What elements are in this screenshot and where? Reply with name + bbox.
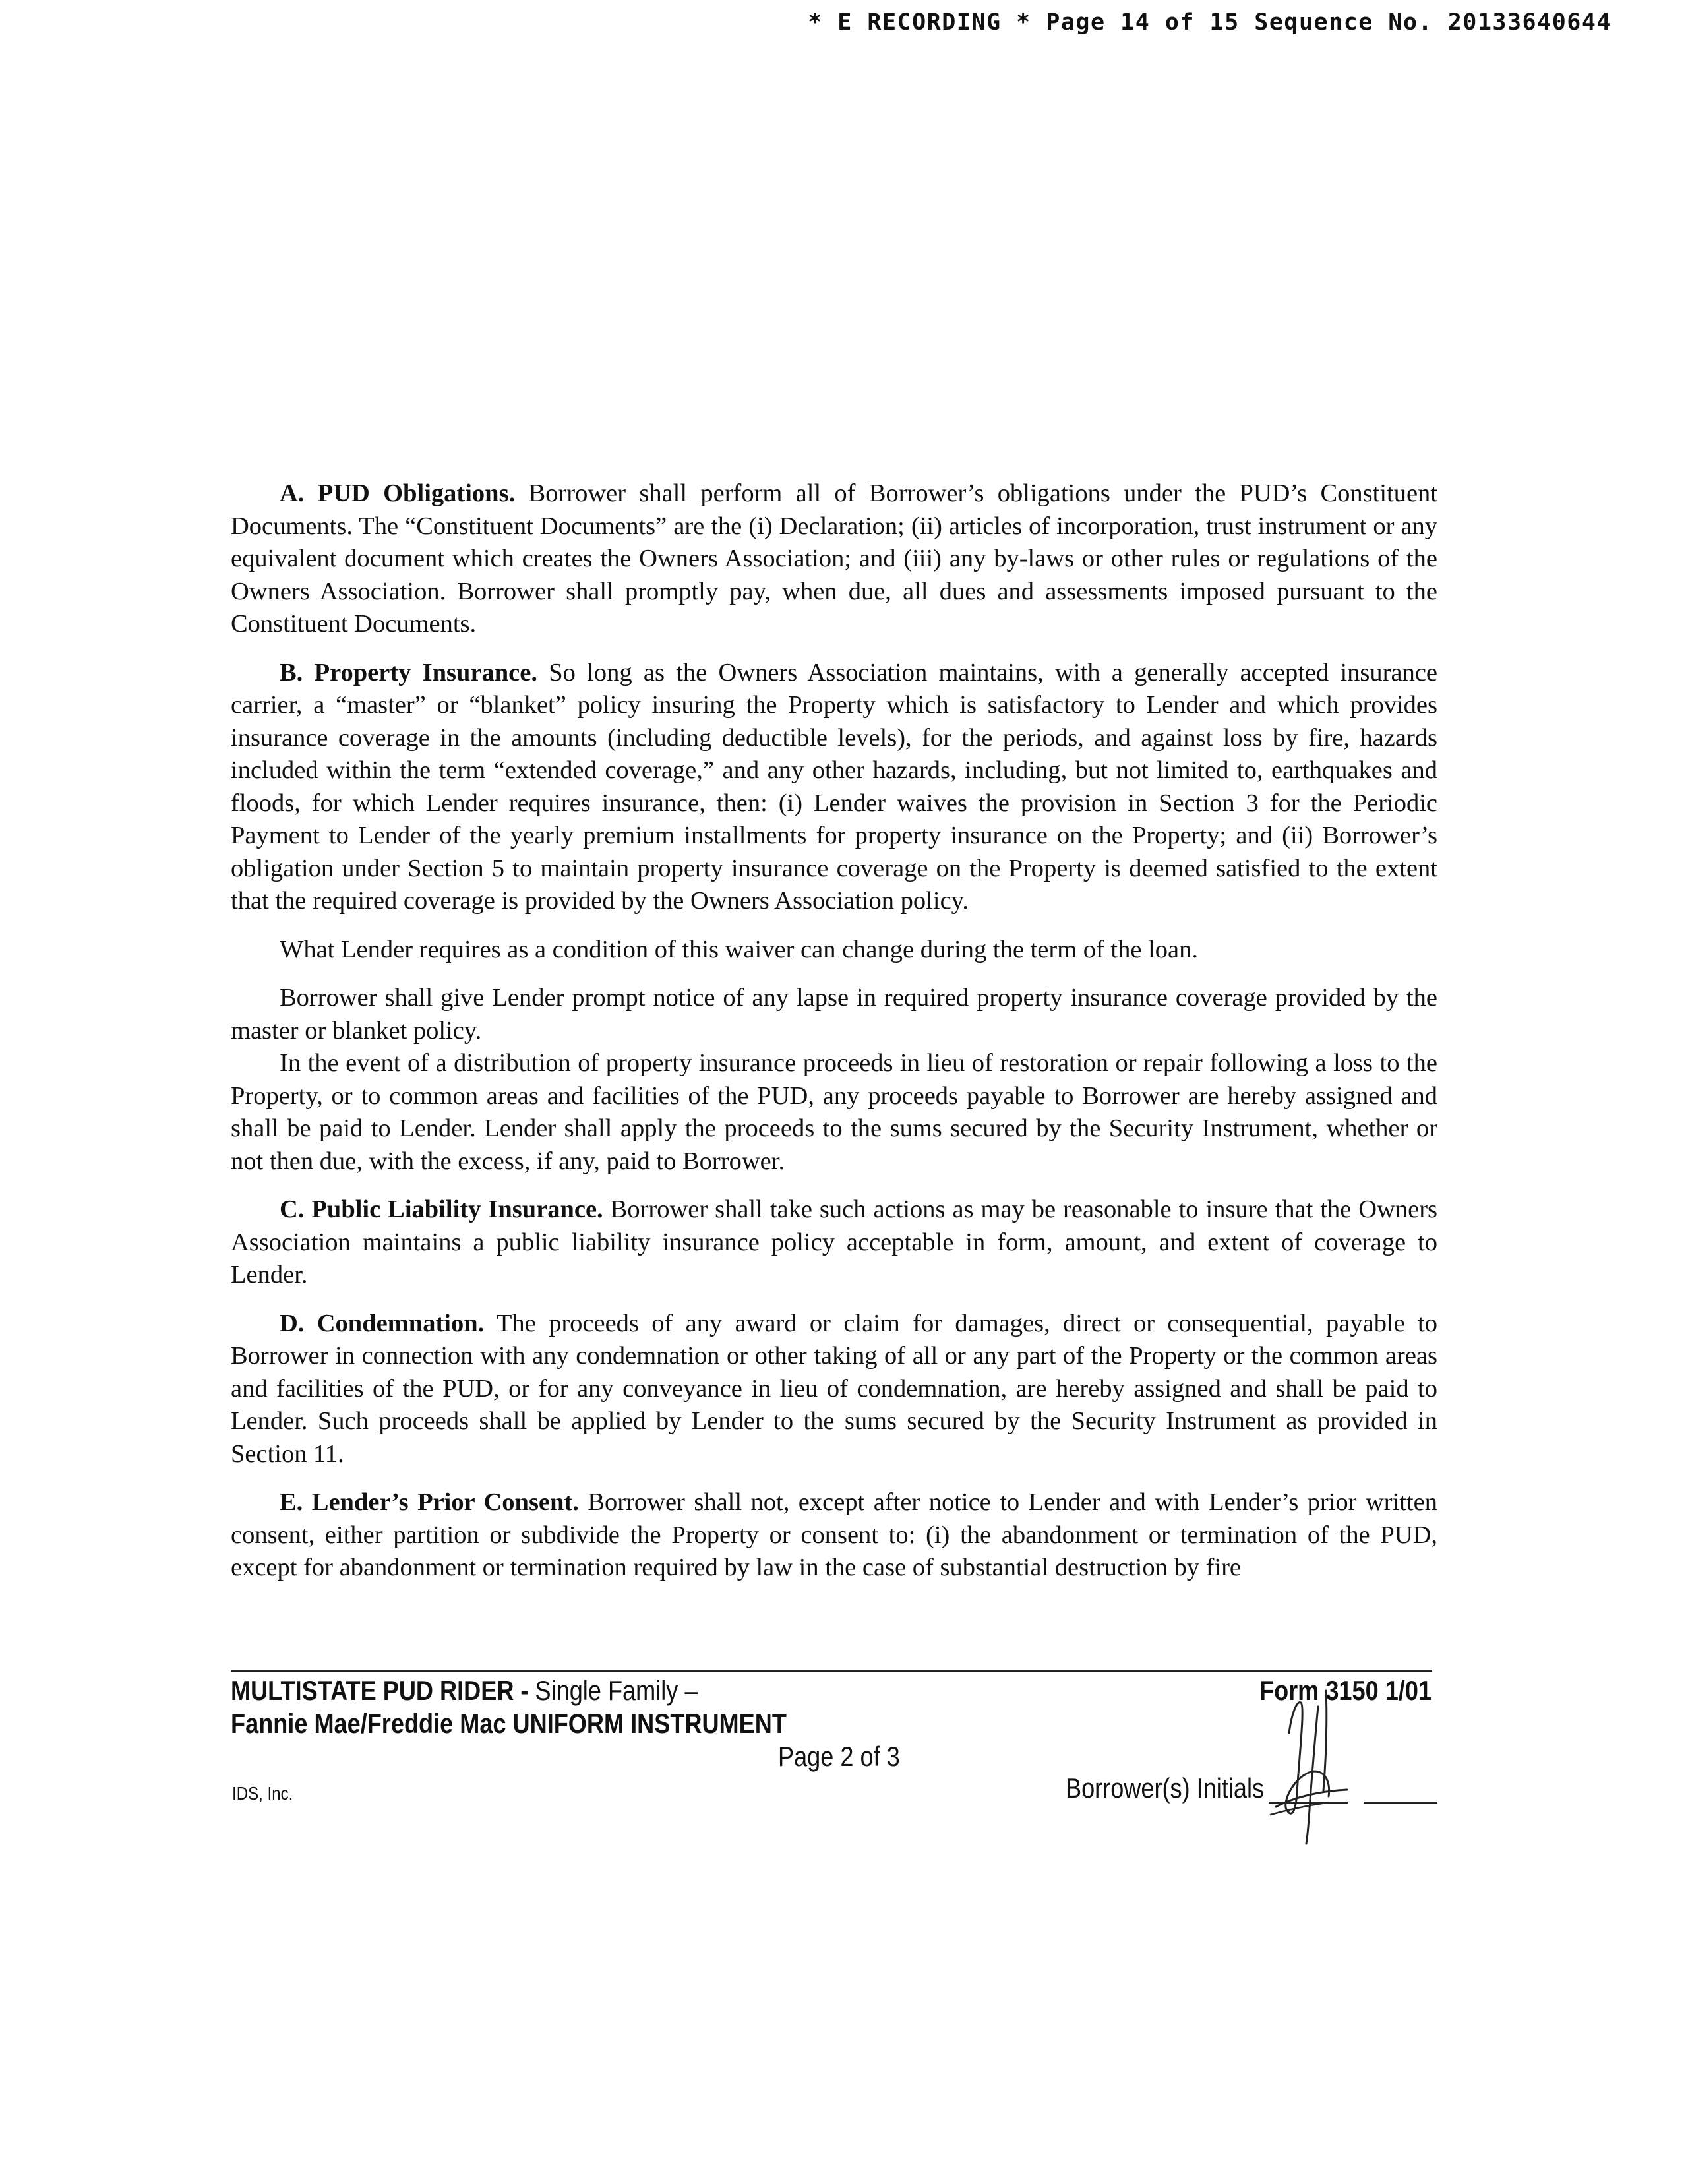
- section-public-liability: [231, 1194, 1437, 1292]
- recording-header: * E RECORDING * Page 14 of 15 Sequence No. 20133640644: [808, 9, 1612, 36]
- section-heading: B. Property Insurance.: [280, 658, 537, 686]
- footer-form-subtitle: Fannie Mae/Freddie Mac UNIFORM INSTRUMENT: [231, 1708, 787, 1739]
- section-text: The proceeds of any award or claim for damages, direct or consequential, payable to Borrower in connection with any condemnation or other taking of all or any part of the Property or the common areas and facilities of the PUD, or for any conveyance in lieu of condemnation, are hereby assigned and shall be paid to Lender. Such proceeds shall be applied by Lender to the sums secured by the Security Instrument as provided in Section 11.: [231, 1309, 1437, 1468]
- footer-title-bold: MULTISTATE PUD RIDER -: [231, 1675, 529, 1706]
- footer-form-title: [231, 1675, 698, 1707]
- footer-vendor: IDS, Inc.: [232, 1783, 293, 1804]
- section-text: What Lender requires as a condition of this waiver can change during the term of the loan.: [280, 935, 1198, 963]
- footer-title-rest: Single Family –: [528, 1675, 698, 1706]
- section-lenders-prior-consent: [231, 1486, 1437, 1585]
- rider-body: [231, 477, 1437, 1600]
- waiver-paragraph: [231, 934, 1437, 967]
- section-text: Borrower shall not, except after notice to Lender and with Lender’s prior written consent, either partition or subdivide the Property or consent to: (i) the abandonment or termination of the PUD, except for abandonment or termination required by law in the case of substantial destruction by fire: [231, 1488, 1438, 1581]
- section-text: Borrower shall give Lender prompt notice of any lapse in required property insurance coverage provided by the master or blanket policy.: [231, 984, 1437, 1045]
- footer-divider: [231, 1670, 1432, 1672]
- section-heading: C. Public Liability Insurance.: [280, 1196, 603, 1223]
- initials-line-2: [1364, 1802, 1437, 1804]
- section-condemnation: [231, 1308, 1437, 1471]
- section-heading: E. Lender’s Prior Consent.: [280, 1488, 579, 1516]
- section-heading: A. PUD Obligations.: [280, 479, 516, 507]
- section-text: Borrower shall perform all of Borrower’s obligations under the PUD’s Constituent Documents. The “Constituent Documents” are the (i) Declaration; (ii) articles of incorporation, trust instrument or any equivalent document which creates the Owners Association; and (iii) any by-laws or other rules or regulations of the Owners Association. Borrower shall promptly pay, when due, all dues and assessments imposed pursuant to the Constituent Documents.: [231, 479, 1437, 638]
- borrower-initials-label: Borrower(s) Initials: [1066, 1773, 1265, 1804]
- lapse-notice-paragraph: [231, 982, 1437, 1047]
- section-text: Borrower shall take such actions as may be reasonable to insure that the Owners Association maintains a public liability insurance policy acceptable in form, amount, and extent of coverage to Lender.: [231, 1196, 1437, 1289]
- footer-page-number: Page 2 of 3: [778, 1741, 900, 1772]
- section-text: In the event of a distribution of property insurance proceeds in lieu of restoration or repair following a loss to the Property, or to common areas and facilities of the PUD, any proceeds payable to Borrower are hereby assigned and shall be paid to Lender. Lender shall apply the proceeds to the sums secured by the Security Instrument, whether or not then due, with the excess, if any, paid to Borrower.: [231, 1049, 1437, 1175]
- section-pud-obligations: [231, 477, 1437, 641]
- handwritten-initials-icon: [1263, 1680, 1362, 1845]
- section-text: So long as the Owners Association maintains, with a generally accepted insurance carrier, a “master” or “blanket” policy insuring the Property which is satisfactory to Lender and which provides insurance coverage in the amounts (including deductible levels), for the periods, and against loss by fire, hazards included within the term “extended coverage,” and any other hazards, including, but not limited to, earthquakes and floods, for which Lender requires insurance, then: (i) Lender waives the provision in Section 3 for the Periodic Payment to Lender of the yearly premium installments for property insurance on the Property; and (ii) Borrower’s obligation under Section 5 to maintain property insurance coverage on the Property is deemed satisfied to the extent that the required coverage is provided by the Owners Association policy.: [231, 658, 1438, 915]
- distribution-paragraph: [231, 1047, 1437, 1178]
- footer-form-number: Form 3150 1/01: [1259, 1675, 1432, 1706]
- section-property-insurance: [231, 657, 1437, 918]
- section-heading: D. Condemnation.: [280, 1309, 485, 1337]
